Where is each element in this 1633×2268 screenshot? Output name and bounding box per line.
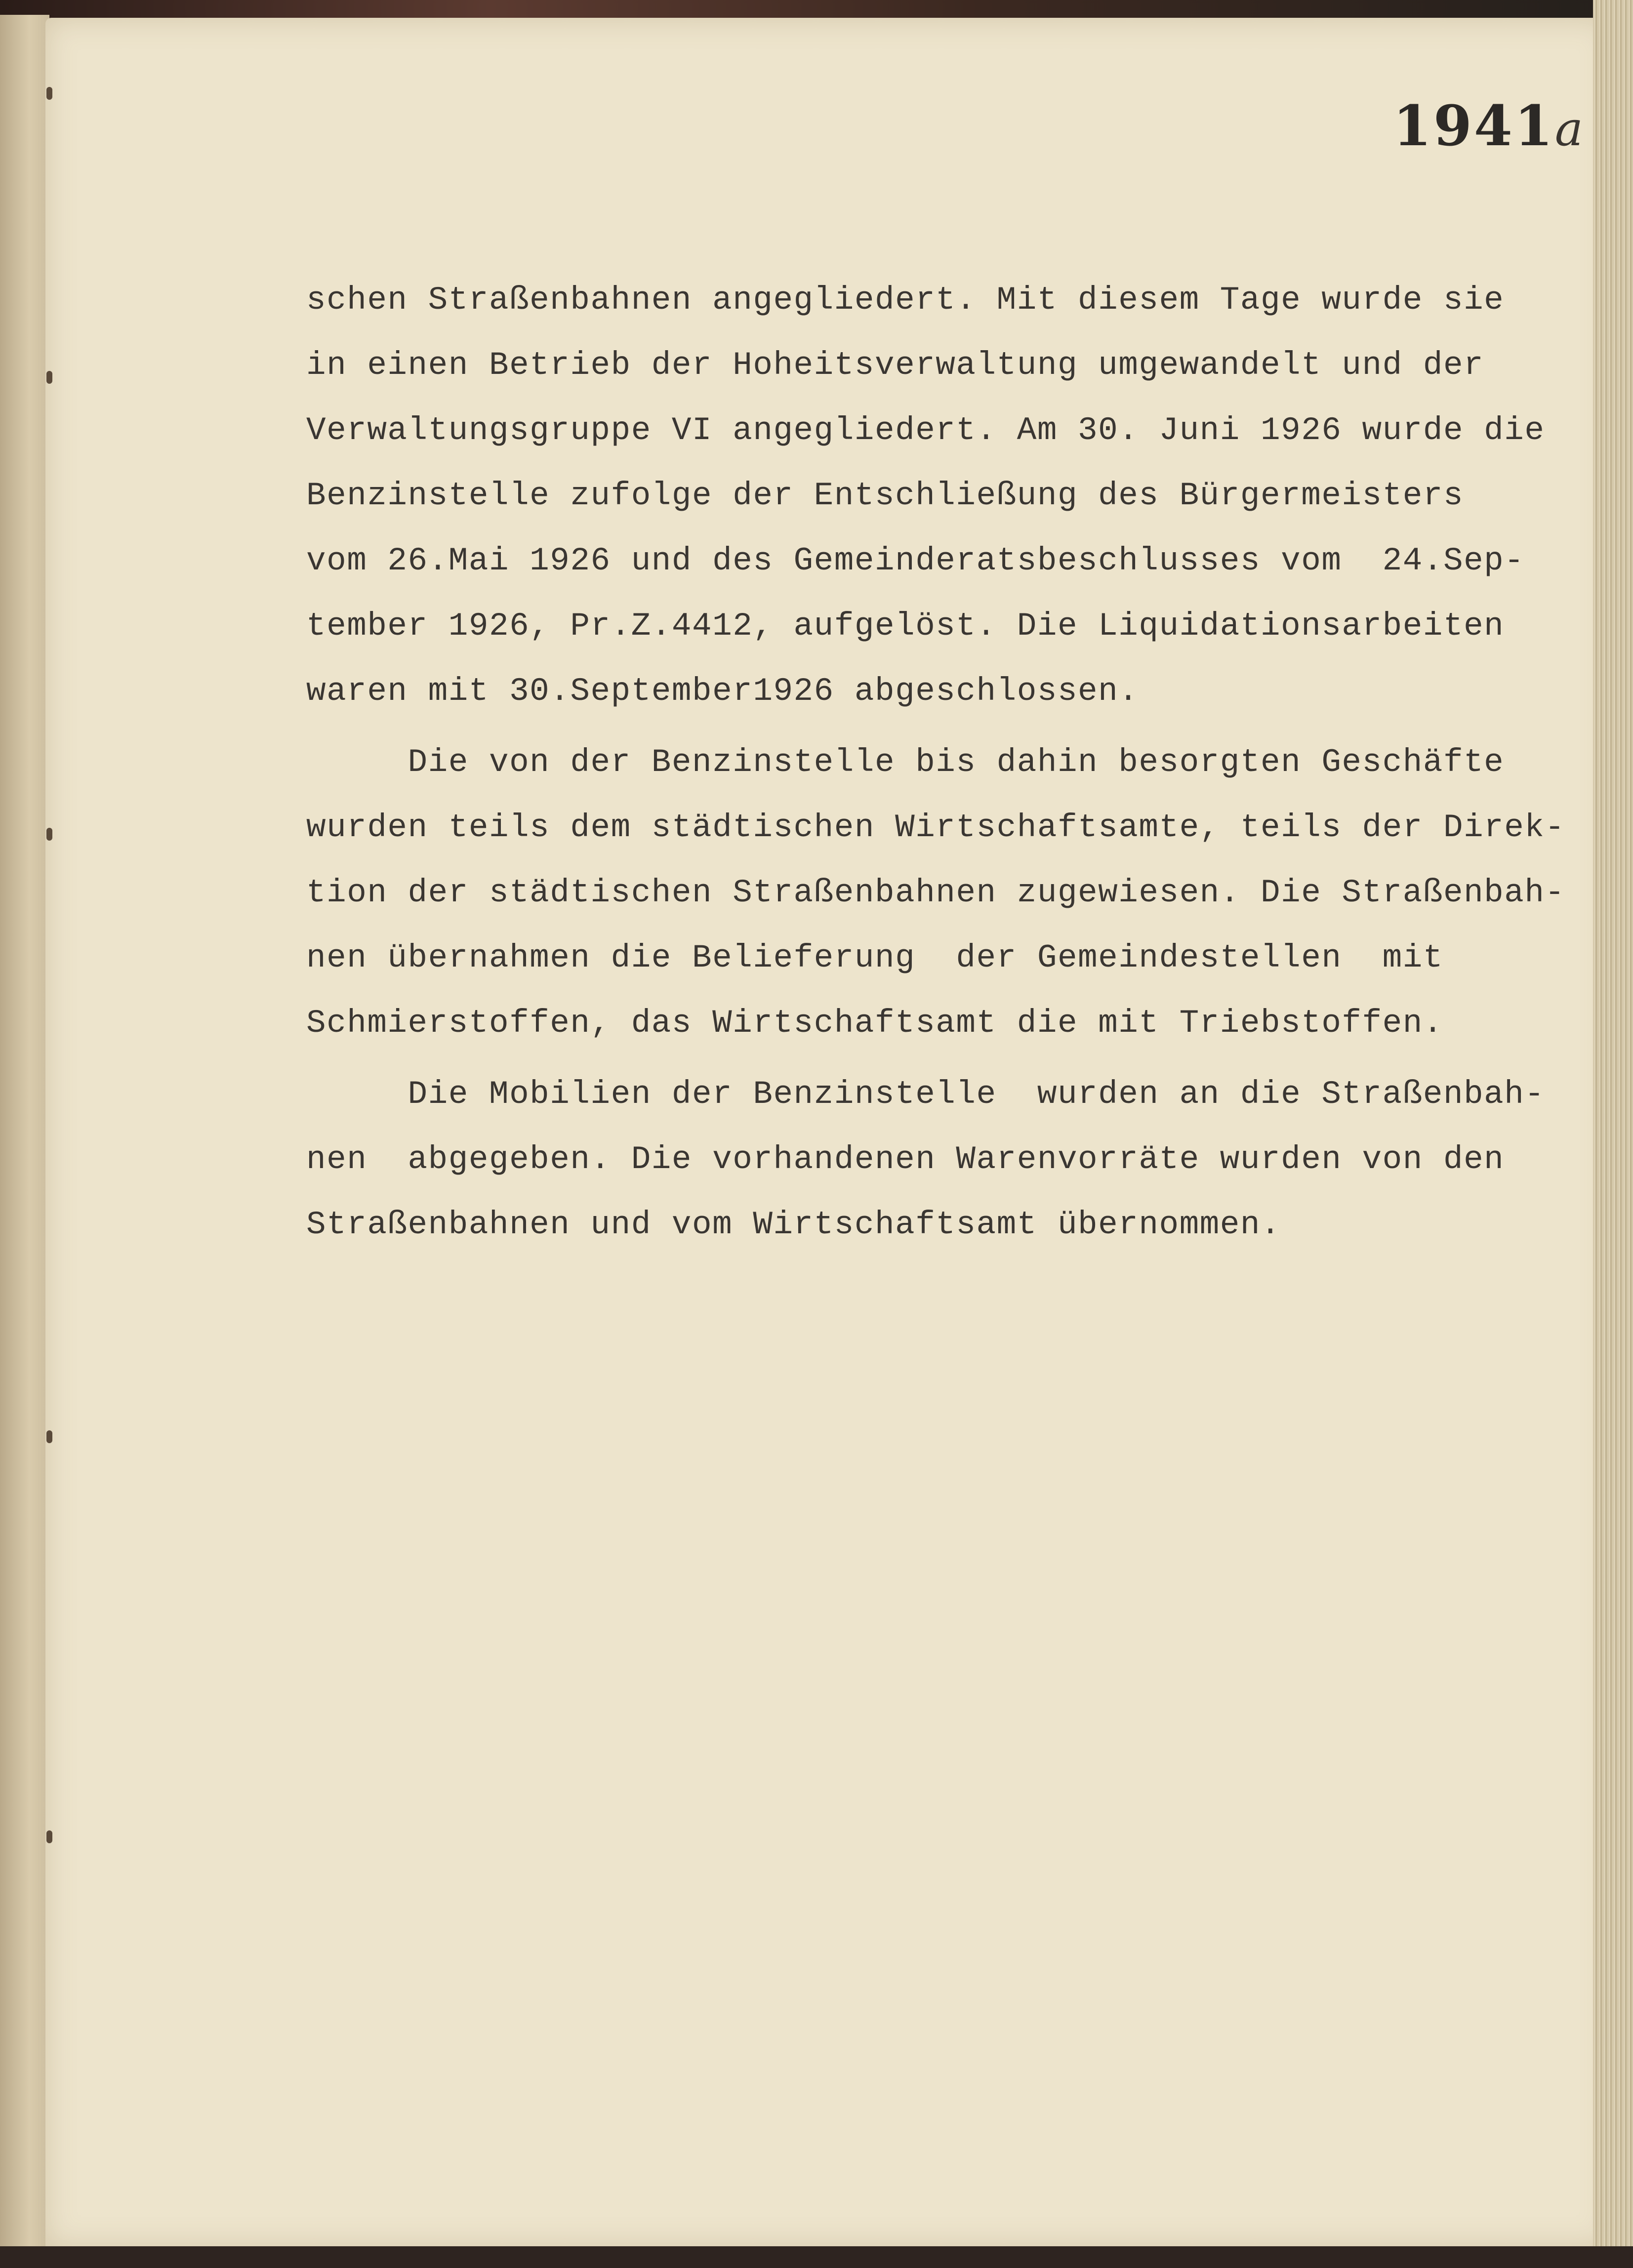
binding-hole <box>46 87 52 100</box>
book-gutter <box>0 15 49 2268</box>
binding-hole <box>46 828 52 841</box>
typed-text-body <box>306 268 1571 1257</box>
paragraph <box>306 1062 1571 1257</box>
paragraph-gap <box>306 724 1571 730</box>
text-line: Die von der Benzinstelle bis dahin besorgten Geschäfte <box>306 744 1505 781</box>
binding-hole <box>46 1430 52 1443</box>
text-line: Schmierstoffen, das Wirtschaftsamt die mit Triebstoffen. <box>306 1005 1443 1042</box>
text-line: vom 26.Mai 1926 und des Gemeinderatsbeschlusses vom 24.Sep- <box>306 542 1525 579</box>
text-line: in einen Betrieb der Hoheitsverwaltung umgewandelt und der <box>306 347 1484 384</box>
text-line: Benzinstelle zufolge der Entschließung des Bürgermeisters <box>306 477 1464 514</box>
text-line: Die Mobilien der Benzinstelle wurden an die Straßenbah- <box>306 1076 1545 1113</box>
text-line: tion der städtischen Straßenbahnen zugewiesen. Die Straßenbah- <box>306 874 1565 911</box>
text-line: Verwaltungsgruppe VI angegliedert. Am 30. Juni 1926 wurde die <box>306 412 1545 449</box>
paragraph <box>306 268 1571 724</box>
page-number-suffix: a <box>1554 101 1585 157</box>
text-line: waren mit 30.September1926 abgeschlossen. <box>306 673 1139 710</box>
binding-hole <box>46 371 52 384</box>
text-line: nen abgegeben. Die vorhandenen Warenvorräte wurden von den <box>306 1141 1505 1178</box>
page-edges <box>1593 0 1633 2268</box>
book-binding-bottom <box>0 2246 1633 2268</box>
text-line: schen Straßenbahnen angegliedert. Mit diesem Tage wurde sie <box>306 282 1505 319</box>
book-binding-top <box>0 0 1633 20</box>
page-number <box>1393 94 1585 159</box>
paragraph <box>306 730 1571 1056</box>
text-line: nen übernahmen die Belieferung der Gemeindestellen mit <box>306 939 1443 976</box>
binding-holes <box>45 18 60 2248</box>
text-line: wurden teils dem städtischen Wirtschaftsamte, teils der Direk- <box>306 809 1565 846</box>
binding-hole <box>46 1830 52 1843</box>
paragraph-gap <box>306 1056 1571 1062</box>
page-number-digits: 1941 <box>1393 94 1555 159</box>
text-line: tember 1926, Pr.Z.4412, aufgelöst. Die Liquidationsarbeiten <box>306 608 1505 645</box>
text-line: Straßenbahnen und vom Wirtschaftsamt übernommen. <box>306 1206 1281 1243</box>
